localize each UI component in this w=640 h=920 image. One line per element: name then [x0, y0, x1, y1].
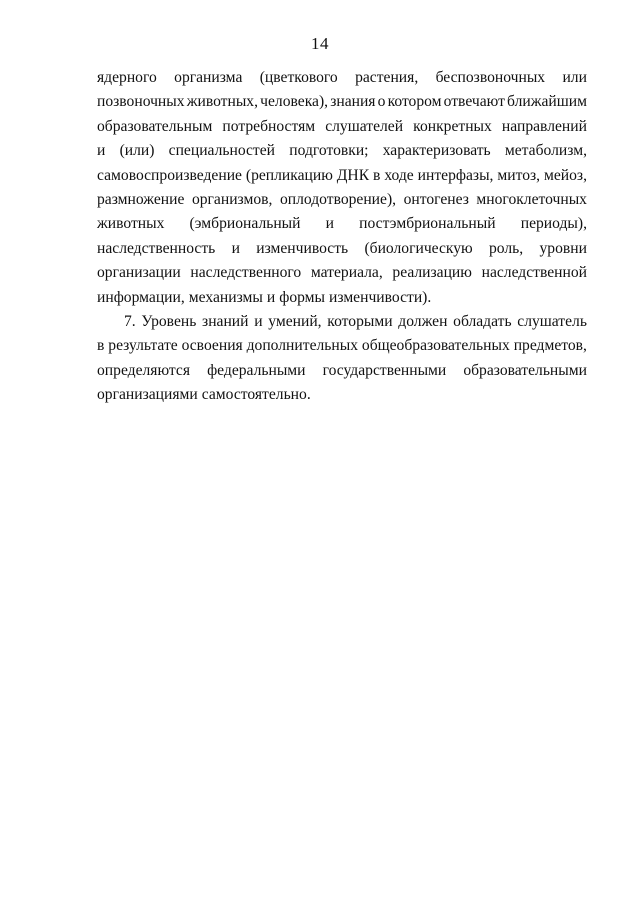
text-word: общеобразовательных	[361, 337, 510, 355]
text-word: животных	[97, 215, 165, 233]
text-line	[97, 164, 587, 188]
text-word: (биологическую	[364, 239, 473, 257]
text-line	[97, 139, 587, 163]
text-line	[97, 310, 587, 334]
text-line	[97, 359, 587, 383]
text-word: освоения	[181, 337, 243, 355]
text-word: самовоспроизведение	[97, 166, 242, 184]
text-word: митоз,	[497, 166, 541, 184]
text-word: направлений	[501, 117, 587, 135]
text-word: (репликацию	[245, 166, 333, 184]
text-word: специальностей	[168, 142, 276, 160]
text-word: организмов,	[191, 190, 273, 208]
text-word: изменчивости).	[329, 288, 432, 306]
text-word: наследственного	[190, 264, 302, 282]
text-word: отвечают	[443, 93, 505, 111]
text-word: или	[562, 69, 587, 86]
text-word: в	[97, 337, 105, 355]
text-word: изменчивость	[256, 239, 349, 257]
text-word: беспозвоночных	[435, 69, 546, 86]
text-line	[97, 261, 587, 285]
text-word: человека),	[260, 93, 329, 111]
text-word: формы	[279, 288, 326, 306]
text-word: размножение	[97, 190, 185, 208]
text-word: и	[97, 142, 106, 160]
text-word: (цветкового	[259, 69, 338, 86]
text-line	[97, 188, 587, 212]
text-word: знаний	[202, 312, 249, 330]
text-word: уровни	[539, 239, 587, 257]
text-line	[97, 66, 587, 90]
text-word: ходе	[384, 166, 414, 184]
text-word: наследственность	[97, 239, 216, 257]
text-word: обладать	[453, 312, 512, 330]
text-word: периоды),	[520, 215, 587, 233]
text-word: ДНК	[336, 166, 370, 184]
text-word: и	[254, 312, 263, 330]
text-word: котором	[387, 93, 442, 111]
text-word: определяются	[97, 361, 191, 379]
text-word: и	[325, 215, 335, 233]
text-word: ядерного	[97, 69, 157, 86]
text-word: слушатель	[517, 312, 587, 330]
text-word: образовательными	[463, 361, 587, 379]
text-word: федеральными	[207, 361, 306, 379]
text-word: наследственной	[481, 264, 587, 282]
text-word: животных,	[186, 93, 259, 111]
text-word: должен	[398, 312, 448, 330]
text-word: и	[266, 288, 276, 306]
text-word: дополнительных	[246, 337, 358, 355]
text-word: предметов,	[513, 337, 587, 355]
text-word: и	[231, 239, 240, 257]
text-line	[97, 212, 587, 236]
text-word: реализацию	[392, 264, 472, 282]
text-word: (эмбриональный	[189, 215, 301, 233]
text-word: потребностям	[222, 117, 316, 135]
text-word: интерфазы,	[417, 166, 494, 184]
text-word: механизмы	[188, 288, 263, 306]
text-line	[97, 334, 587, 358]
text-line	[97, 286, 587, 310]
text-word: 7.	[124, 312, 136, 330]
text-word: подготовки;	[289, 142, 369, 160]
body-text	[97, 66, 587, 407]
text-word: в	[373, 166, 381, 184]
text-word: метаболизм,	[504, 142, 587, 160]
text-word: роль,	[489, 239, 524, 257]
text-word: умений,	[268, 312, 322, 330]
text-word: которыми	[327, 312, 393, 330]
text-word: постэмбриональный	[359, 215, 496, 233]
text-word: многоклеточных	[476, 190, 587, 208]
text-word: Уровень	[141, 312, 197, 330]
text-word: характеризовать	[382, 142, 491, 160]
text-word: информации,	[97, 288, 185, 306]
text-line	[97, 115, 587, 139]
text-line	[97, 90, 587, 114]
text-word: позвоночных	[97, 93, 185, 111]
text-word: о	[377, 93, 386, 111]
text-word: (или)	[119, 142, 155, 160]
text-word: растения,	[355, 69, 419, 86]
text-line	[97, 237, 587, 261]
text-word: самостоятельно.	[201, 386, 311, 404]
text-word: организации	[97, 264, 181, 282]
text-word: государственными	[322, 361, 447, 379]
text-word: онтогенез	[403, 190, 469, 208]
text-word: мейоз,	[543, 166, 587, 184]
page-number: 14	[311, 34, 329, 53]
text-word: организма	[174, 69, 243, 86]
text-word: организациями	[97, 386, 198, 404]
text-word: знания	[330, 93, 376, 111]
text-word: ближайшим	[507, 93, 587, 111]
text-word: результате	[108, 337, 178, 355]
text-line	[97, 383, 587, 407]
text-word: оплодотворение),	[279, 190, 397, 208]
text-word: образовательным	[97, 117, 213, 135]
text-word: материала,	[310, 264, 383, 282]
text-word: слушателей	[325, 117, 404, 135]
text-word: конкретных	[413, 117, 492, 135]
